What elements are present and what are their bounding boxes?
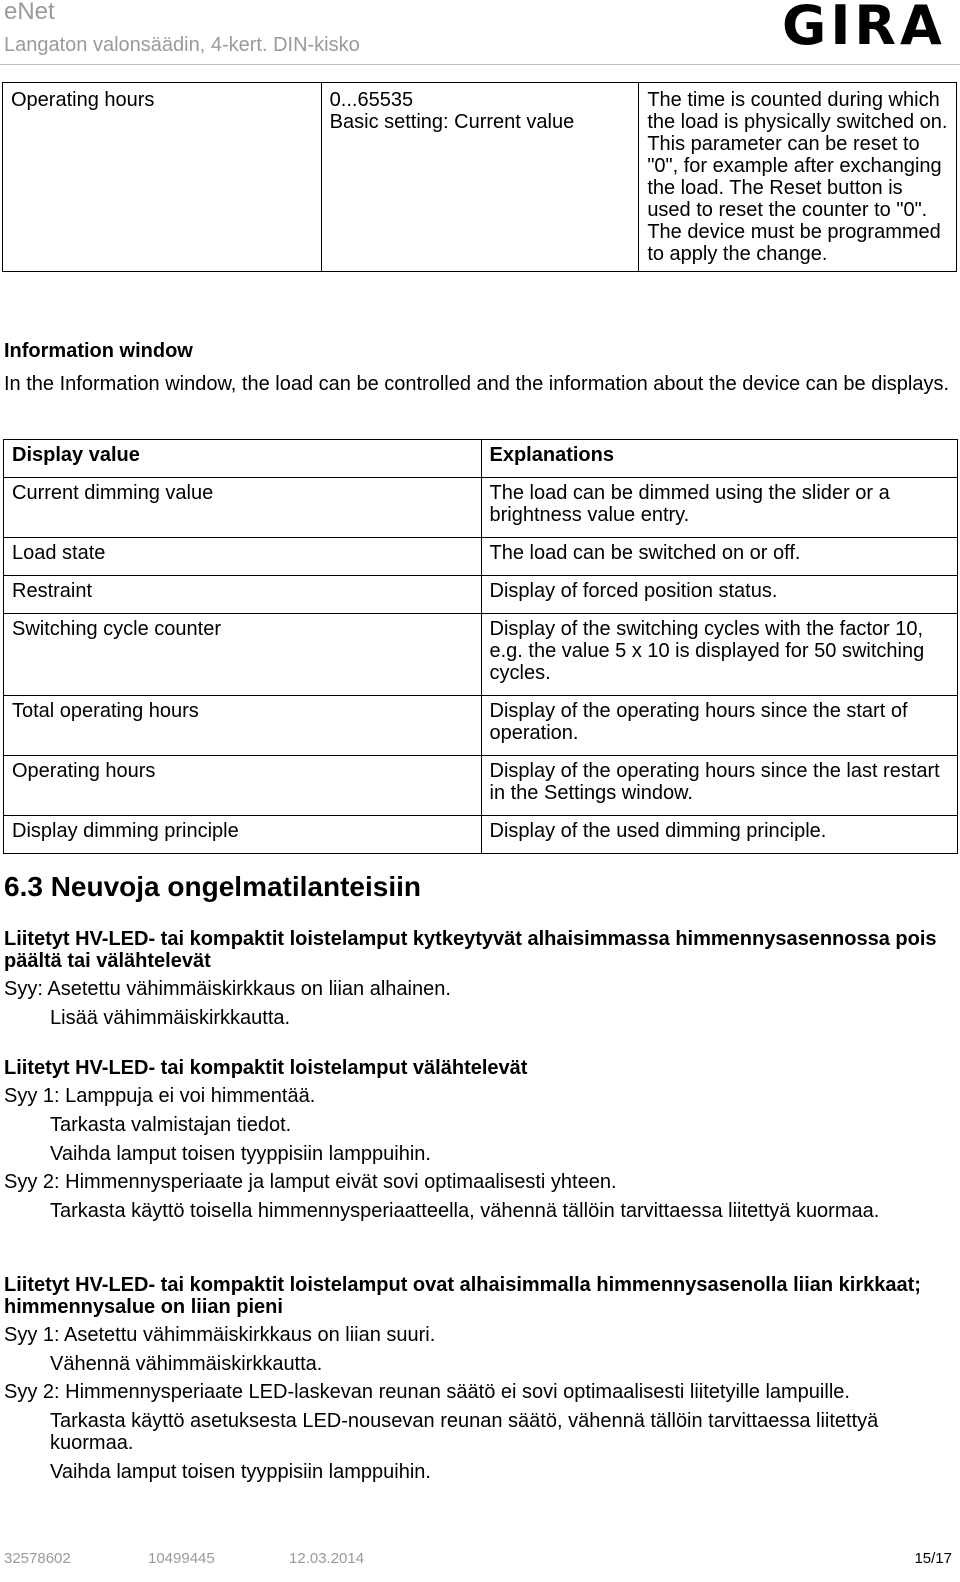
problem-title: Liitetyt HV-LED- tai kompaktit loistelamput ovat alhaisimmalla himmennysasenolla liian kirkkaat; himmennysalue on liian pieni: [4, 1274, 921, 1318]
gira-logo: GIRA: [782, 0, 946, 57]
page-number: 15/17: [914, 1550, 952, 1567]
problem-title: Liitetyt HV-LED- tai kompaktit loistelamput kytkeytyvät alhaisimmassa himmennysasennossa pois päältä tai välähtelevät: [4, 928, 937, 972]
explanation-cell: Display of the used dimming principle.: [481, 816, 958, 854]
explanation-cell: The load can be switched on or off.: [481, 538, 958, 576]
explanation-cell: Display of the switching cycles with the factor 10, e.g. the value 5 x 10 is displayed for 50 switching cycles.: [481, 614, 958, 696]
remedy-line: Lisää vähimmäiskirkkautta.: [50, 1007, 291, 1029]
remedy-line: Vaihda lamput toisen tyyppisiin lamppuihin.: [50, 1143, 431, 1165]
explanation-cell: Display of forced position status.: [481, 576, 958, 614]
table-row: [4, 538, 958, 576]
parameter-table: [2, 82, 957, 272]
product-name: eNet: [4, 0, 55, 25]
display-value-cell: Display dimming principle: [4, 816, 482, 854]
section-text: In the Information window, the load can be controlled and the information about the device can be displays.: [4, 373, 950, 395]
parameter-name: Operating hours: [3, 83, 322, 272]
remedy-line: Vähennä vähimmäiskirkkautta.: [50, 1353, 323, 1375]
column-header: Explanations: [481, 440, 958, 478]
trouble-block: [4, 1274, 956, 1483]
chapter-heading: 6.3 Neuvoja ongelmatilanteisiin: [4, 871, 422, 902]
display-value-cell: Restraint: [4, 576, 482, 614]
table-row: [4, 696, 958, 756]
cause-line: Syy: Asetettu vähimmäiskirkkaus on liian alhainen.: [4, 978, 451, 1000]
parameter-settings: [321, 83, 639, 272]
cause-line: Syy 1: Lamppuja ei voi himmentää.: [4, 1085, 316, 1107]
parameter-basic-setting: Basic setting: Current value: [329, 111, 575, 133]
parameter-description: The time is counted during which the load is physically switched on. This parameter can be reset to "0", for example after exchanging the load. The Reset button is used to reset the counter to "0". The device must be programmed to apply the change.: [639, 83, 957, 272]
table-header-row: [4, 440, 958, 478]
display-value-cell: Operating hours: [4, 756, 482, 816]
header-rule: [0, 64, 960, 65]
explanation-cell: The load can be dimmed using the slider or a brightness value entry.: [481, 478, 958, 538]
document-subtitle: Langaton valonsäädin, 4-kert. DIN-kisko: [4, 34, 360, 56]
table-row: [4, 614, 958, 696]
cause-line: Syy 2: Himmennysperiaate ja lamput eivät sovi optimaalisesti yhteen.: [4, 1171, 617, 1193]
footer-date: 12.03.2014: [289, 1550, 365, 1567]
display-value-cell: Switching cycle counter: [4, 614, 482, 696]
explanation-cell: Display of the operating hours since the last restart in the Settings window.: [481, 756, 958, 816]
display-value-cell: Load state: [4, 538, 482, 576]
table-row: [4, 756, 958, 816]
remedy-line: Tarkasta käyttö asetuksesta LED-nousevan reunan säätö, vähennä tällöin tarvittaessa liitettyä kuormaa.: [50, 1410, 879, 1454]
explanation-cell: Display of the operating hours since the start of operation.: [481, 696, 958, 756]
problem-title: Liitetyt HV-LED- tai kompaktit loistelamput välähtelevät: [4, 1057, 528, 1079]
footer-article-number: 10499445: [148, 1550, 215, 1567]
remedy-line: Tarkasta valmistajan tiedot.: [50, 1114, 292, 1136]
trouble-block: [4, 928, 956, 1029]
cause-line: Syy 2: Himmennysperiaate LED-laskevan reunan säätö ei sovi optimaalisesti liitetyille lampuille.: [4, 1381, 850, 1403]
display-value-cell: Total operating hours: [4, 696, 482, 756]
information-table: [3, 439, 958, 854]
trouble-block: [4, 1057, 956, 1222]
table-row: [4, 816, 958, 854]
column-header: Display value: [4, 440, 482, 478]
display-value-cell: Current dimming value: [4, 478, 482, 538]
table-row: [4, 576, 958, 614]
parameter-range: 0...65535: [329, 89, 414, 111]
footer-doc-number: 32578602: [4, 1550, 71, 1567]
remedy-line: Vaihda lamput toisen tyyppisiin lamppuihin.: [50, 1461, 431, 1483]
cause-line: Syy 1: Asetettu vähimmäiskirkkaus on liian suuri.: [4, 1324, 436, 1346]
section-title: Information window: [4, 340, 193, 362]
table-row: [4, 478, 958, 538]
table-row: [3, 83, 957, 272]
remedy-line: Tarkasta käyttö toisella himmennysperiaatteella, vähennä tällöin tarvittaessa liitettyä kuormaa.: [50, 1200, 880, 1222]
